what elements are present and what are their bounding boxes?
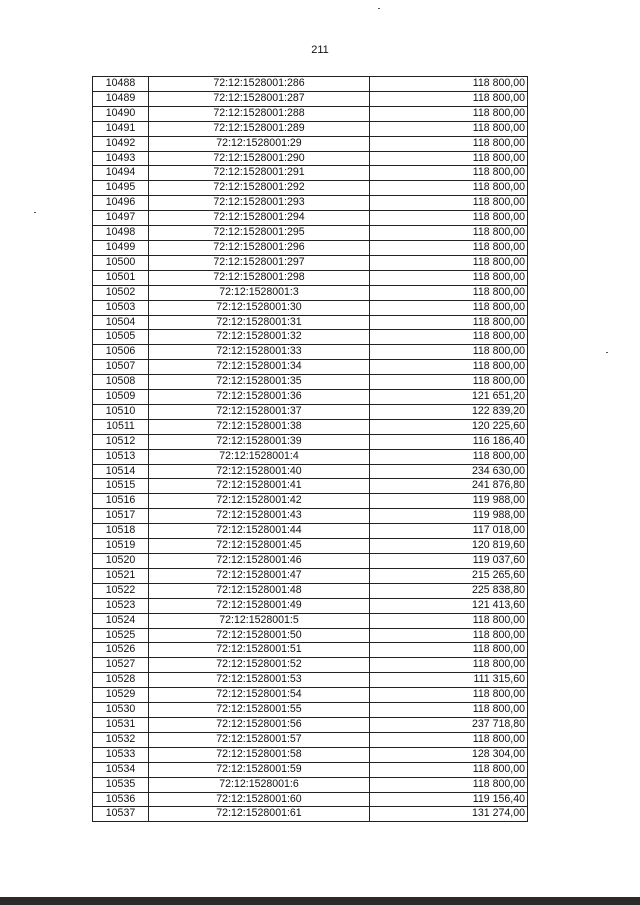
cadastral-value-cell: 241 876,80 (370, 479, 528, 494)
row-number-cell: 10534 (93, 762, 149, 777)
cadastral-number-cell: 72:12:1528001:4 (149, 449, 370, 464)
table-row (93, 598, 528, 613)
row-number-cell: 10493 (93, 151, 149, 166)
table-row (93, 151, 528, 166)
cadastral-number-cell: 72:12:1528001:43 (149, 509, 370, 524)
row-number-cell: 10498 (93, 226, 149, 241)
cadastral-number-cell: 72:12:1528001:49 (149, 598, 370, 613)
row-number-cell: 10511 (93, 419, 149, 434)
row-number-cell: 10522 (93, 583, 149, 598)
cadastral-value-cell: 118 800,00 (370, 181, 528, 196)
table-row (93, 494, 528, 509)
row-number-cell: 10500 (93, 255, 149, 270)
cadastral-number-cell: 72:12:1528001:36 (149, 390, 370, 405)
table-row (93, 106, 528, 121)
table-row (93, 315, 528, 330)
cadastral-value-cell: 237 718,80 (370, 717, 528, 732)
table-row (93, 479, 528, 494)
cadastral-number-cell: 72:12:1528001:3 (149, 285, 370, 300)
cadastral-value-cell: 120 225,60 (370, 419, 528, 434)
row-number-cell: 10504 (93, 315, 149, 330)
cadastral-value-cell: 118 800,00 (370, 762, 528, 777)
cadastral-value-cell: 118 800,00 (370, 270, 528, 285)
row-number-cell: 10491 (93, 121, 149, 136)
table-row (93, 375, 528, 390)
scan-speck (378, 8, 380, 9)
cadastral-value-cell: 118 800,00 (370, 449, 528, 464)
cadastral-value-cell: 118 800,00 (370, 643, 528, 658)
cadastral-number-cell: 72:12:1528001:37 (149, 404, 370, 419)
row-number-cell: 10528 (93, 673, 149, 688)
cadastral-value-cell: 121 651,20 (370, 390, 528, 405)
cadastral-number-cell: 72:12:1528001:53 (149, 673, 370, 688)
cadastral-value-cell: 118 800,00 (370, 285, 528, 300)
row-number-cell: 10488 (93, 77, 149, 92)
cadastral-value-cell: 118 800,00 (370, 315, 528, 330)
cadastral-value-cell: 118 800,00 (370, 151, 528, 166)
row-number-cell: 10521 (93, 568, 149, 583)
row-number-cell: 10490 (93, 106, 149, 121)
table-row (93, 717, 528, 732)
cadastral-value-cell: 117 018,00 (370, 524, 528, 539)
table-row (93, 628, 528, 643)
table-row (93, 300, 528, 315)
cadastral-value-cell: 118 800,00 (370, 732, 528, 747)
table-row (93, 360, 528, 375)
scan-speck (34, 212, 36, 213)
table-row (93, 673, 528, 688)
cadastral-number-cell: 72:12:1528001:38 (149, 419, 370, 434)
cadastral-number-cell: 72:12:1528001:6 (149, 777, 370, 792)
row-number-cell: 10531 (93, 717, 149, 732)
row-number-cell: 10519 (93, 539, 149, 554)
cadastral-number-cell: 72:12:1528001:39 (149, 434, 370, 449)
table-row (93, 583, 528, 598)
cadastral-value-cell: 111 315,60 (370, 673, 528, 688)
row-number-cell: 10513 (93, 449, 149, 464)
cadastral-value-cell: 118 800,00 (370, 166, 528, 181)
table-row (93, 524, 528, 539)
cadastral-value-cell: 119 156,40 (370, 792, 528, 807)
cadastral-number-cell: 72:12:1528001:58 (149, 747, 370, 762)
row-number-cell: 10496 (93, 196, 149, 211)
cadastral-number-cell: 72:12:1528001:5 (149, 613, 370, 628)
cadastral-number-cell: 72:12:1528001:294 (149, 211, 370, 226)
cadastral-value-table (92, 76, 528, 822)
row-number-cell: 10517 (93, 509, 149, 524)
row-number-cell: 10502 (93, 285, 149, 300)
table-row (93, 449, 528, 464)
cadastral-value-cell: 118 800,00 (370, 136, 528, 151)
table-row (93, 792, 528, 807)
row-number-cell: 10530 (93, 703, 149, 718)
cadastral-number-cell: 72:12:1528001:45 (149, 539, 370, 554)
table-row (93, 240, 528, 255)
cadastral-number-cell: 72:12:1528001:47 (149, 568, 370, 583)
cadastral-value-cell: 119 037,60 (370, 554, 528, 569)
cadastral-number-cell: 72:12:1528001:30 (149, 300, 370, 315)
table-row (93, 77, 528, 92)
row-number-cell: 10523 (93, 598, 149, 613)
table-row (93, 732, 528, 747)
cadastral-number-cell: 72:12:1528001:298 (149, 270, 370, 285)
table-row (93, 121, 528, 136)
table-row (93, 464, 528, 479)
row-number-cell: 10533 (93, 747, 149, 762)
cadastral-number-cell: 72:12:1528001:61 (149, 807, 370, 822)
cadastral-number-cell: 72:12:1528001:40 (149, 464, 370, 479)
cadastral-value-cell: 118 800,00 (370, 255, 528, 270)
row-number-cell: 10515 (93, 479, 149, 494)
scan-border (0, 897, 640, 905)
cadastral-value-cell: 122 839,20 (370, 404, 528, 419)
table-row (93, 270, 528, 285)
cadastral-value-cell: 118 800,00 (370, 375, 528, 390)
table-row (93, 554, 528, 569)
cadastral-value-cell: 118 800,00 (370, 121, 528, 136)
cadastral-value-cell: 118 800,00 (370, 658, 528, 673)
row-number-cell: 10514 (93, 464, 149, 479)
table-row (93, 136, 528, 151)
table-row (93, 434, 528, 449)
cadastral-value-cell: 118 800,00 (370, 91, 528, 106)
row-number-cell: 10532 (93, 732, 149, 747)
table-row (93, 330, 528, 345)
table-row (93, 747, 528, 762)
cadastral-value-cell: 118 800,00 (370, 330, 528, 345)
cadastral-number-cell: 72:12:1528001:46 (149, 554, 370, 569)
cadastral-number-cell: 72:12:1528001:44 (149, 524, 370, 539)
cadastral-number-cell: 72:12:1528001:295 (149, 226, 370, 241)
cadastral-value-cell: 121 413,60 (370, 598, 528, 613)
cadastral-value-cell: 118 800,00 (370, 106, 528, 121)
cadastral-number-cell: 72:12:1528001:59 (149, 762, 370, 777)
cadastral-number-cell: 72:12:1528001:32 (149, 330, 370, 345)
row-number-cell: 10527 (93, 658, 149, 673)
cadastral-value-cell: 118 800,00 (370, 226, 528, 241)
table-row (93, 166, 528, 181)
cadastral-number-cell: 72:12:1528001:48 (149, 583, 370, 598)
row-number-cell: 10492 (93, 136, 149, 151)
cadastral-value-cell: 118 800,00 (370, 77, 528, 92)
cadastral-value-cell: 118 800,00 (370, 240, 528, 255)
cadastral-value-cell: 118 800,00 (370, 211, 528, 226)
cadastral-number-cell: 72:12:1528001:55 (149, 703, 370, 718)
row-number-cell: 10489 (93, 91, 149, 106)
cadastral-value-cell: 118 800,00 (370, 628, 528, 643)
cadastral-number-cell: 72:12:1528001:50 (149, 628, 370, 643)
cadastral-number-cell: 72:12:1528001:34 (149, 360, 370, 375)
cadastral-number-cell: 72:12:1528001:289 (149, 121, 370, 136)
table-row (93, 703, 528, 718)
row-number-cell: 10499 (93, 240, 149, 255)
row-number-cell: 10536 (93, 792, 149, 807)
table-row (93, 91, 528, 106)
cadastral-value-cell: 234 630,00 (370, 464, 528, 479)
cadastral-number-cell: 72:12:1528001:290 (149, 151, 370, 166)
table-row (93, 658, 528, 673)
cadastral-value-cell: 118 800,00 (370, 688, 528, 703)
row-number-cell: 10526 (93, 643, 149, 658)
cadastral-value-cell: 118 800,00 (370, 703, 528, 718)
table-row (93, 568, 528, 583)
cadastral-value-cell: 215 265,60 (370, 568, 528, 583)
row-number-cell: 10503 (93, 300, 149, 315)
cadastral-number-cell: 72:12:1528001:296 (149, 240, 370, 255)
cadastral-value-cell: 118 800,00 (370, 613, 528, 628)
cadastral-value-cell: 118 800,00 (370, 300, 528, 315)
row-number-cell: 10506 (93, 345, 149, 360)
row-number-cell: 10524 (93, 613, 149, 628)
cadastral-value-cell: 119 988,00 (370, 494, 528, 509)
cadastral-number-cell: 72:12:1528001:42 (149, 494, 370, 509)
table-row (93, 762, 528, 777)
table-row (93, 539, 528, 554)
row-number-cell: 10501 (93, 270, 149, 285)
table-row (93, 643, 528, 658)
table-row (93, 777, 528, 792)
table-row (93, 613, 528, 628)
cadastral-number-cell: 72:12:1528001:287 (149, 91, 370, 106)
table-row (93, 345, 528, 360)
table-row (93, 285, 528, 300)
cadastral-value-cell: 119 988,00 (370, 509, 528, 524)
row-number-cell: 10525 (93, 628, 149, 643)
table-row (93, 211, 528, 226)
table-row (93, 226, 528, 241)
cadastral-number-cell: 72:12:1528001:35 (149, 375, 370, 390)
row-number-cell: 10494 (93, 166, 149, 181)
cadastral-number-cell: 72:12:1528001:60 (149, 792, 370, 807)
cadastral-number-cell: 72:12:1528001:57 (149, 732, 370, 747)
row-number-cell: 10535 (93, 777, 149, 792)
table-row (93, 419, 528, 434)
row-number-cell: 10529 (93, 688, 149, 703)
row-number-cell: 10495 (93, 181, 149, 196)
row-number-cell: 10520 (93, 554, 149, 569)
cadastral-number-cell: 72:12:1528001:51 (149, 643, 370, 658)
cadastral-number-cell: 72:12:1528001:56 (149, 717, 370, 732)
cadastral-number-cell: 72:12:1528001:293 (149, 196, 370, 211)
cadastral-value-cell: 225 838,80 (370, 583, 528, 598)
table-row (93, 196, 528, 211)
row-number-cell: 10497 (93, 211, 149, 226)
table-row (93, 404, 528, 419)
table-row (93, 509, 528, 524)
cadastral-number-cell: 72:12:1528001:297 (149, 255, 370, 270)
row-number-cell: 10518 (93, 524, 149, 539)
cadastral-value-cell: 128 304,00 (370, 747, 528, 762)
row-number-cell: 10509 (93, 390, 149, 405)
table-row (93, 390, 528, 405)
cadastral-number-cell: 72:12:1528001:31 (149, 315, 370, 330)
row-number-cell: 10512 (93, 434, 149, 449)
table-row (93, 807, 528, 822)
cadastral-number-cell: 72:12:1528001:33 (149, 345, 370, 360)
cadastral-number-cell: 72:12:1528001:291 (149, 166, 370, 181)
cadastral-number-cell: 72:12:1528001:52 (149, 658, 370, 673)
cadastral-number-cell: 72:12:1528001:41 (149, 479, 370, 494)
table-row (93, 255, 528, 270)
row-number-cell: 10505 (93, 330, 149, 345)
table-row (93, 688, 528, 703)
cadastral-number-cell: 72:12:1528001:286 (149, 77, 370, 92)
row-number-cell: 10508 (93, 375, 149, 390)
cadastral-value-cell: 120 819,60 (370, 539, 528, 554)
row-number-cell: 10507 (93, 360, 149, 375)
cadastral-value-cell: 118 800,00 (370, 777, 528, 792)
cadastral-number-cell: 72:12:1528001:292 (149, 181, 370, 196)
row-number-cell: 10537 (93, 807, 149, 822)
scan-speck (606, 352, 608, 353)
cadastral-value-cell: 118 800,00 (370, 345, 528, 360)
table-row (93, 181, 528, 196)
row-number-cell: 10510 (93, 404, 149, 419)
cadastral-number-cell: 72:12:1528001:288 (149, 106, 370, 121)
cadastral-value-cell: 118 800,00 (370, 196, 528, 211)
cadastral-value-cell: 118 800,00 (370, 360, 528, 375)
page-number: 211 (311, 44, 329, 56)
cadastral-number-cell: 72:12:1528001:29 (149, 136, 370, 151)
cadastral-value-cell: 131 274,00 (370, 807, 528, 822)
cadastral-value-cell: 116 186,40 (370, 434, 528, 449)
cadastral-number-cell: 72:12:1528001:54 (149, 688, 370, 703)
row-number-cell: 10516 (93, 494, 149, 509)
